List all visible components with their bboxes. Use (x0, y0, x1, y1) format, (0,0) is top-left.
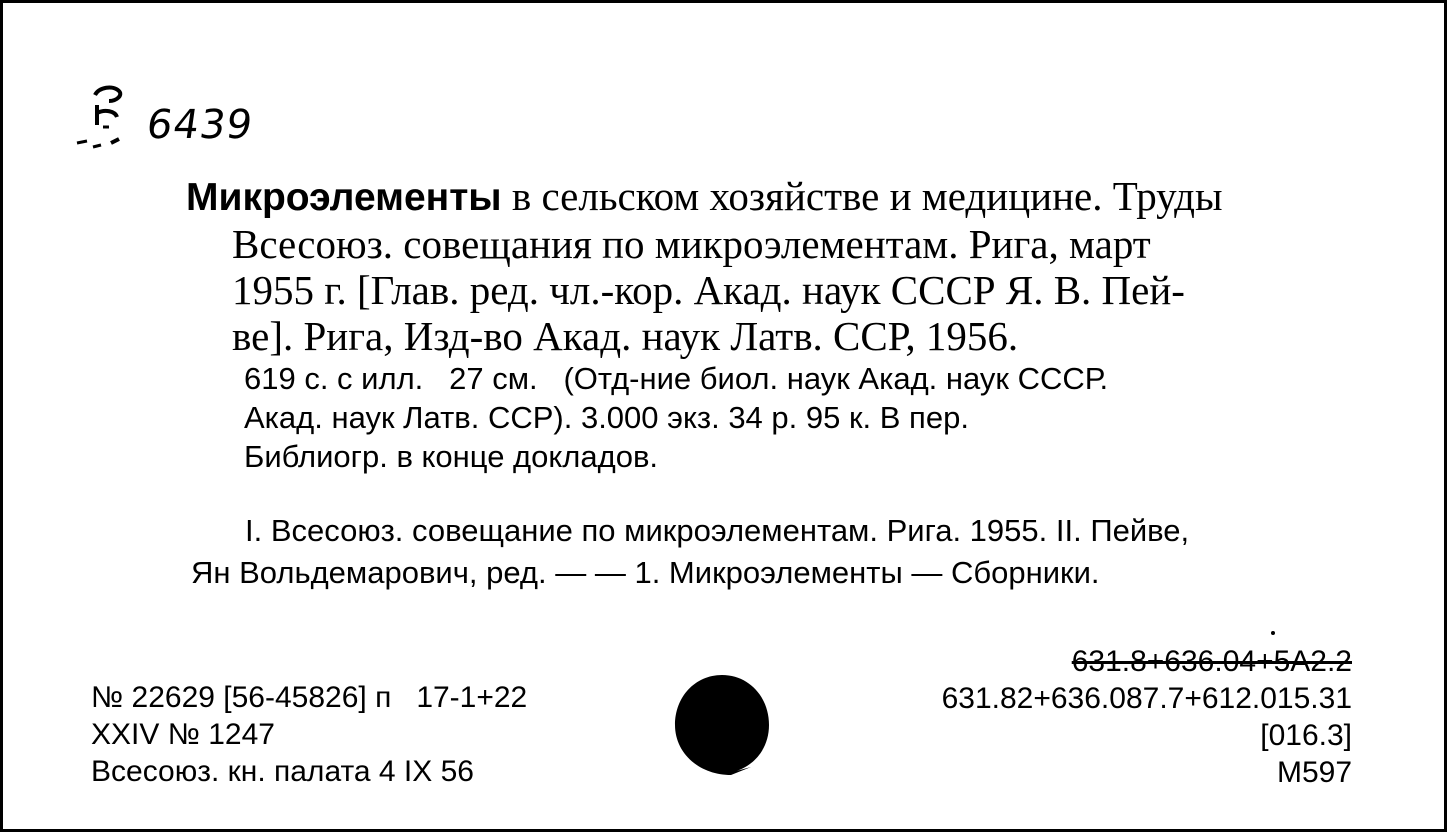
registry-series: XXIV № 1247 (91, 718, 275, 751)
udc-class-code: 631.82+636.087.7+612.015.31 (941, 682, 1352, 715)
description-line-3: Библиогр. в конце докладов. (244, 439, 659, 474)
subject-notes (191, 510, 1189, 594)
entry-title: в сельском хозяйстве и медицине. Труды (501, 173, 1223, 219)
entry-heading: Микроэлементы (186, 176, 502, 219)
registry-info (91, 679, 527, 790)
struck-class-code: 631.8+636.04+5А2.2 (1071, 645, 1352, 678)
entry-line-4: ве]. Рига, Изд-во Акад. наук Латв. ССР, 1956. (232, 313, 1019, 359)
speck-mark (1271, 631, 1275, 635)
entry-line-3: 1955 г. [Глав. ред. чл.-кор. Акад. наук СССР Я. В. Пей- (232, 267, 1185, 313)
registry-chamber: Всесоюз. кн. палата 4 IX 56 (91, 755, 474, 788)
notes-line-1: I. Всесоюз. совещание по микроэлементам. Рига. 1955. II. Пейве, (245, 513, 1190, 548)
bibliographic-entry (186, 173, 1356, 359)
classification-codes (942, 643, 1352, 791)
author-code: М597 (1276, 756, 1352, 789)
punch-hole (671, 671, 773, 777)
registry-number: № 22629 [56-45826] п 17-1+22 (91, 681, 528, 714)
description-line-1: 619 с. с илл. 27 см. (Отд-ние биол. наук Акад. наук СССР. (244, 361, 1109, 396)
handwritten-shelf-mark (73, 81, 257, 151)
handwritten-number: 6439 (143, 102, 257, 148)
notes-line-2: Ян Вольдемарович, ред. — — 1. Микроэлементы — Сборники. (191, 555, 1100, 590)
physical-description (244, 359, 1108, 476)
description-line-2: Акад. наук Латв. ССР). 3.000 экз. 34 р. 95 к. В пер. (244, 400, 969, 435)
entry-line-2: Всесоюз. совещания по микроэлементам. Рига, март (232, 221, 1151, 267)
entry-title-line (186, 173, 1356, 221)
bracket-code: [016.3] (1260, 719, 1352, 752)
stamp-mark-icon (73, 81, 133, 151)
